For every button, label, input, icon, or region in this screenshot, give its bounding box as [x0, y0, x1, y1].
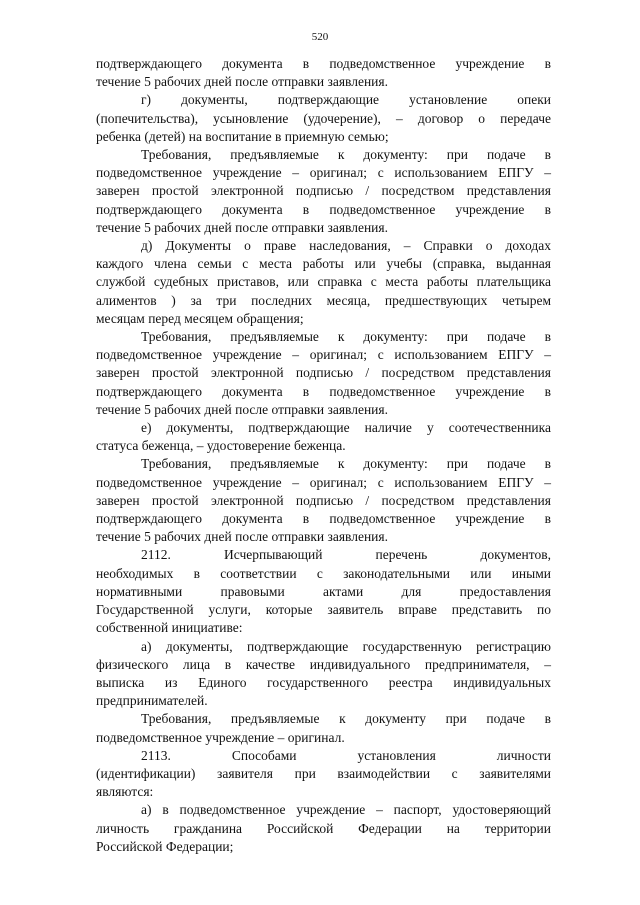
text-line: а) документы, подтверждающие государственную регистрацию: [141, 638, 551, 654]
text-line: подведомственное учреждение – оригинал; с использованием ЕПГУ –: [96, 474, 551, 490]
text-line: необходимых в соответствии с законодательными или иными: [96, 565, 551, 581]
text-line: предпринимателей.: [96, 693, 208, 709]
text-line: 2113. Способами установления личности: [141, 747, 551, 763]
text-line: являются:: [96, 784, 154, 800]
text-line: алиментов ) за три последних месяца, предшествующих четырем: [96, 292, 551, 308]
text-line: Требования, предъявляемые к документу при подаче в: [141, 711, 551, 727]
text-line: подведомственное учреждение – оригинал; с использованием ЕПГУ –: [96, 347, 551, 363]
text-line: физического лица в качестве индивидуального предпринимателя, –: [96, 656, 551, 672]
text-line: Российской Федерации;: [96, 838, 234, 854]
text-line: е) документы, подтверждающие наличие у соотечественника: [141, 420, 551, 436]
text-line: собственной инициативе:: [96, 620, 243, 636]
text-line: подтверждающего документа в подведомственное учреждение в: [96, 201, 551, 217]
text-line: течение 5 рабочих дней после отправки заявления.: [96, 74, 388, 90]
page-number: 520: [311, 31, 329, 43]
text-line: заверен простой электронной подписью / посредством представления: [96, 183, 551, 199]
text-line: подтверждающего документа в подведомственное учреждение в: [96, 383, 551, 399]
text-line: месяцам перед месяцем обращения;: [96, 310, 304, 326]
text-line: Требования, предъявляемые к документу: при подаче в: [141, 456, 551, 472]
text-line: заверен простой электронной подписью / посредством представления: [96, 365, 551, 381]
text-line: личность гражданина Российской Федерации на территории: [96, 820, 551, 836]
text-line: ребенка (детей) на воспитание в приемную семью;: [96, 128, 389, 144]
text-line: течение 5 рабочих дней после отправки заявления.: [96, 529, 388, 545]
text-line: Государственной услуги, которые заявитель вправе представить по: [96, 602, 551, 618]
text-line: (идентификации) заявителя при взаимодействии с заявителями: [96, 765, 551, 781]
text-line: подтверждающего документа в подведомственное учреждение в: [96, 511, 551, 527]
text-line: нормативными правовыми актами для предоставления: [96, 583, 551, 599]
text-line: течение 5 рабочих дней после отправки заявления.: [96, 219, 388, 235]
text-line: (попечительства), усыновление (удочерение), – договор о передаче: [96, 110, 551, 126]
text-line: г) документы, подтверждающие установление опеки: [141, 92, 551, 108]
document-body: [96, 55, 551, 856]
text-line: д) Документы о праве наследования, – Справки о доходах: [141, 238, 551, 254]
text-line: Требования, предъявляемые к документу: при подаче в: [141, 329, 551, 345]
text-line: подведомственное учреждение – оригинал; с использованием ЕПГУ –: [96, 165, 551, 181]
text-line: 2112. Исчерпывающий перечень документов,: [141, 547, 551, 563]
text-line: Требования, предъявляемые к документу: при подаче в: [141, 147, 551, 163]
text-line: подведомственное учреждение – оригинал.: [96, 729, 345, 745]
text-line: заверен простой электронной подписью / посредством представления: [96, 492, 551, 508]
text-line: выписка из Единого государственного реестра индивидуальных: [96, 674, 551, 690]
text-line: службой судебных приставов, или справка с места работы плательщика: [96, 274, 551, 290]
text-line: течение 5 рабочих дней после отправки заявления.: [96, 401, 388, 417]
text-line: каждого члена семьи с места работы или учебы (справка, выданная: [96, 256, 551, 272]
text-line: статуса беженца, – удостоверение беженца.: [96, 438, 346, 454]
text-line: а) в подведомственное учреждение – паспорт, удостоверяющий: [141, 802, 551, 818]
text-line: подтверждающего документа в подведомственное учреждение в: [96, 56, 551, 71]
